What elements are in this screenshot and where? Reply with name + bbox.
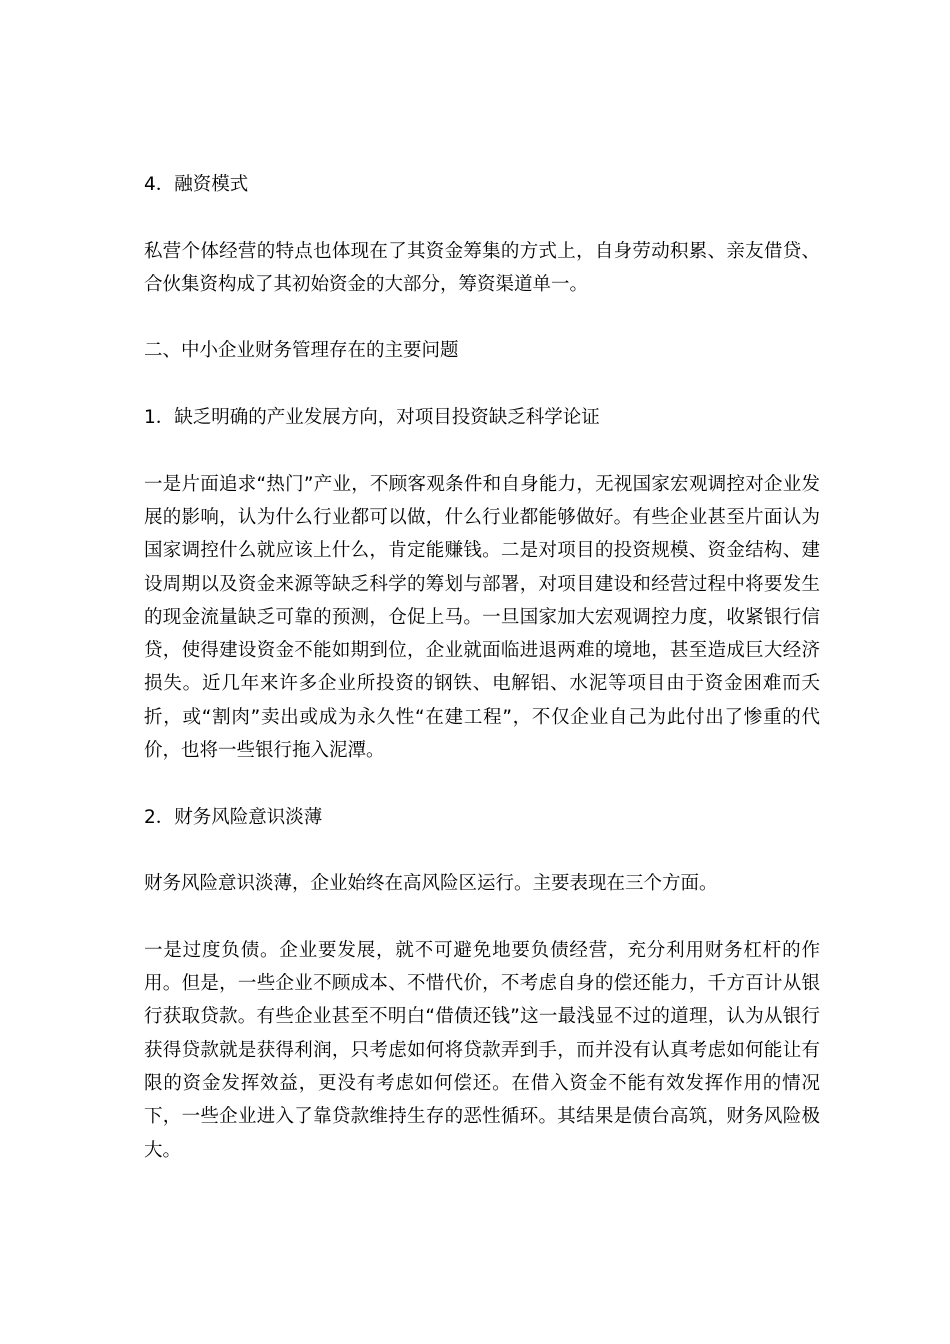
spacer <box>144 201 820 234</box>
paragraph-item-two-intro: 财务风险意识淡薄，企业始终在高风险区运行。主要表现在三个方面。 <box>144 873 718 895</box>
spacer <box>144 301 820 334</box>
paragraph-financing-model: 私营个体经营的特点也体现在了其资金筹集的方式上，自身劳动积累、亲友借贷、合伙集资构成了其初始资金的大部分，筹资渠道单一。 <box>144 240 820 295</box>
spacer <box>144 767 820 800</box>
heading-section-two: 二、中小企业财务管理存在的主要问题 <box>144 340 459 362</box>
heading-item-one: 1．缺乏明确的产业发展方向，对项目投资缺乏科学论证 <box>144 407 600 429</box>
document-page <box>144 168 820 1167</box>
spacer <box>144 368 820 401</box>
paragraph-item-two-first: 一是过度负债。企业要发展，就不可避免地要负债经营，充分利用财务杠杆的作用。但是，一些企业不顾成本、不惜代价，不考虑自身的偿还能力，千方百计从银行获取贷款。有些企业甚至不明白“借债还钱”这一最浅显不过的道理，认为从银行获得贷款就是获得利润，只考虑如何将贷款弄到手，而并没有认真考虑如何能让有限的资金发挥效益，更没有考虑如何偿还。在借入资金不能有效发挥作用的情况下，一些企业进入了靠贷款维持生存的恶性循环。其结果是债台高筑，财务风险极大。 <box>144 939 820 1161</box>
heading-financing-model: 4．融资模式 <box>144 174 249 195</box>
heading-item-two: 2．财务风险意识淡薄 <box>144 806 323 828</box>
paragraph-item-one: 一是片面追求“热门”产业，不顾客观条件和自身能力，无视国家宏观调控对企业发展的影响，认为什么行业都可以做，什么行业都能够做好。有些企业甚至片面认为国家调控什么就应该上什么，肯定能赚钱。二是对项目的投资规模、资金结构、建设周期以及资金来源等缺乏科学的筹划与部署，对项目建设和经营过程中将要发生的现金流量缺乏可靠的预测，仓促上马。一旦国家加大宏观调控力度，收紧银行信贷，使得建设资金不能如期到位，企业就面临进退两难的境地，甚至造成巨大经济损失。近几年来许多企业所投资的钢铁、电解铝、水泥等项目由于资金困难而夭折，或“割肉”卖出或成为永久性“在建工程”，不仅企业自己为此付出了惨重的代价，也将一些银行拖入泥潭。 <box>144 473 820 762</box>
spacer <box>144 434 820 467</box>
spacer <box>144 901 820 934</box>
spacer <box>144 834 820 867</box>
